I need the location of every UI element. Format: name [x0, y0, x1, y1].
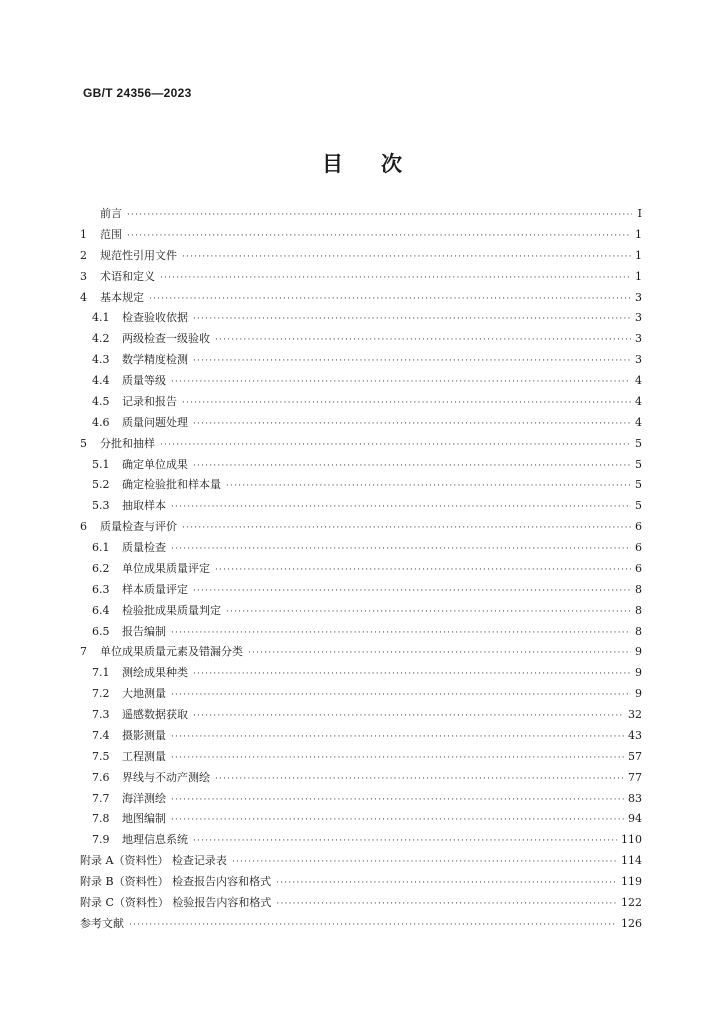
toc-entry-title: 检查验收依据: [122, 311, 188, 325]
toc-entry-title: 质量等级: [122, 374, 166, 387]
toc-entry-page-number: 5: [635, 436, 642, 450]
toc-entry-number: 7.3: [92, 708, 110, 721]
toc-leader-dots: [215, 560, 631, 581]
toc-entry-title: 确定检验批和样本量: [122, 478, 221, 492]
toc-entry-title: 规范性引用文件: [100, 248, 177, 262]
toc-entry-number: 6.5: [92, 624, 110, 638]
toc-entry-title: 测绘成果种类: [122, 666, 188, 680]
toc-entry[interactable]: [80, 851, 642, 872]
toc-leader-dots: [193, 456, 631, 477]
toc-leader-dots: [193, 831, 617, 852]
toc-entry-number: 6: [80, 520, 87, 534]
toc-entry-title: 基本规定: [100, 290, 144, 304]
toc-entry-page-number: 6: [635, 561, 642, 575]
toc-entry-page-number: 83: [628, 791, 642, 805]
toc-entry-number: 1: [80, 227, 87, 241]
toc-entry[interactable]: [80, 455, 642, 476]
toc-entry-title: 地图编制: [122, 812, 166, 826]
toc-entry[interactable]: [80, 663, 642, 684]
toc-entry-page-number: 94: [628, 812, 642, 826]
toc-entry-number: 5.3: [92, 499, 110, 513]
toc-entry-page-number: 1: [635, 248, 642, 262]
toc-entry-number: 4.3: [92, 353, 110, 367]
toc-entry-page-number: 4: [635, 415, 642, 429]
toc-entry-page-number: 3: [635, 311, 642, 325]
table-of-contents: [80, 204, 642, 935]
toc-leader-dots: [171, 727, 624, 748]
toc-entry-title: 地理信息系统: [122, 833, 188, 847]
standard-number: GB/T 24356—2023: [83, 86, 192, 100]
toc-entry[interactable]: [80, 747, 642, 768]
toc-leader-dots: [171, 623, 631, 644]
toc-entry-title: 术语和定义: [100, 269, 155, 283]
toc-entry-page-number: 5: [635, 499, 642, 513]
toc-entry-title: 摄影测量: [122, 728, 166, 742]
title-char-1: 目: [322, 152, 343, 176]
toc-entry-title: 抽取样本: [122, 499, 166, 513]
toc-entry[interactable]: [80, 413, 642, 434]
toc-entry-page-number: 119: [621, 875, 642, 888]
toc-entry-number: 7.4: [92, 728, 110, 742]
toc-entry[interactable]: [80, 308, 642, 329]
toc-entry-title: 检验批成果质量判定: [122, 603, 221, 617]
toc-entry[interactable]: [80, 267, 642, 288]
toc-entry[interactable]: [80, 538, 642, 559]
toc-entry-title: 附录 C（资料性） 检验报告内容和格式: [80, 895, 272, 909]
toc-entry-title: 数学精度检测: [122, 353, 188, 367]
toc-entry-page-number: 1: [635, 269, 642, 283]
toc-leader-dots: [182, 393, 631, 414]
toc-entry[interactable]: [80, 768, 642, 789]
toc-entry-title: 海洋测绘: [122, 791, 166, 805]
toc-entry[interactable]: [80, 872, 642, 893]
toc-entry-title: 质量检查: [122, 541, 166, 554]
toc-entry-page-number: 5: [635, 457, 642, 471]
toc-leader-dots: [171, 810, 624, 831]
toc-leader-dots: [193, 351, 631, 372]
toc-entry[interactable]: [80, 225, 642, 246]
toc-leader-dots: [127, 205, 632, 226]
toc-leader-dots: [160, 268, 631, 289]
toc-entry-title: 附录 B（资料性） 检查报告内容和格式: [80, 875, 272, 888]
toc-entry-page-number: 5: [635, 478, 642, 492]
toc-entry-title: 工程测量: [122, 749, 166, 763]
toc-entry-number: 7.2: [92, 687, 110, 701]
toc-entry[interactable]: [80, 496, 642, 517]
toc-leader-dots: [193, 664, 631, 685]
toc-leader-dots: [171, 497, 631, 518]
toc-leader-dots: [129, 915, 617, 936]
toc-entry-page-number: 57: [628, 749, 642, 763]
toc-leader-dots: [193, 414, 631, 435]
toc-leader-dots: [182, 247, 631, 268]
toc-entry-number: 7.6: [92, 770, 110, 784]
toc-entry-number: 5.2: [92, 478, 110, 492]
toc-entry-page-number: 1: [635, 227, 642, 241]
toc-leader-dots: [171, 539, 631, 560]
toc-entry[interactable]: [80, 475, 642, 496]
toc-entry-title: 报告编制: [122, 624, 166, 638]
toc-leader-dots: [215, 330, 631, 351]
toc-entry-title: 单位成果质量评定: [122, 561, 210, 575]
toc-leader-dots: [193, 581, 631, 602]
toc-entry-title: 前言: [100, 207, 122, 220]
toc-entry-page-number: 6: [635, 541, 642, 554]
toc-entry-page-number: 8: [635, 603, 642, 617]
toc-entry-number: 2: [80, 248, 87, 262]
toc-entry[interactable]: [80, 517, 642, 538]
toc-entry-title: 遥感数据获取: [122, 708, 188, 721]
toc-entry-number: 5: [80, 436, 87, 450]
toc-entry[interactable]: [80, 329, 642, 350]
toc-entry[interactable]: [80, 434, 642, 455]
toc-leader-dots: [215, 769, 624, 790]
toc-entry-title: 记录和报告: [122, 394, 177, 408]
toc-entry[interactable]: [80, 789, 642, 810]
toc-entry-page-number: 77: [628, 770, 642, 784]
toc-leader-dots: [171, 790, 624, 811]
toc-entry-number: 3: [80, 269, 87, 283]
toc-entry-number: 7.9: [92, 833, 110, 847]
toc-entry-page-number: 3: [635, 290, 642, 304]
toc-leader-dots: [149, 289, 631, 310]
toc-entry-number: 7.8: [92, 812, 110, 826]
toc-entry-number: 6.3: [92, 582, 110, 596]
toc-entry[interactable]: [80, 288, 642, 309]
page-title: [0, 148, 724, 178]
toc-entry[interactable]: [80, 726, 642, 747]
toc-entry[interactable]: [80, 642, 642, 663]
toc-entry[interactable]: [80, 371, 642, 392]
toc-entry-number: 7.7: [92, 791, 110, 805]
toc-entry[interactable]: [80, 893, 642, 914]
toc-entry-title: 界线与不动产测绘: [122, 770, 210, 784]
toc-entry-page-number: 8: [635, 624, 642, 638]
toc-entry-number: 7.1: [92, 666, 110, 680]
toc-entry-number: 5.1: [92, 457, 110, 471]
toc-entry-title: 两级检查一级验收: [122, 332, 210, 346]
toc-entry-page-number: 110: [621, 833, 642, 847]
toc-leader-dots: [182, 518, 631, 539]
toc-entry-number: 6.2: [92, 561, 110, 575]
toc-leader-dots: [171, 748, 624, 769]
toc-entry[interactable]: [80, 580, 642, 601]
toc-entry-page-number: 43: [628, 728, 642, 742]
toc-entry-page-number: 122: [621, 895, 642, 909]
toc-entry[interactable]: [80, 601, 642, 622]
toc-entry-page-number: 9: [635, 666, 642, 680]
toc-leader-dots: [160, 435, 631, 456]
toc-entry-number: 4.2: [92, 332, 110, 346]
toc-entry-page-number: 114: [621, 854, 642, 868]
toc-entry[interactable]: [80, 246, 642, 267]
toc-entry-title: 质量问题处理: [122, 415, 188, 429]
toc-entry-title: 参考文献: [80, 916, 124, 930]
toc-leader-dots: [127, 226, 631, 247]
toc-entry-number: 4.4: [92, 374, 110, 387]
toc-leader-dots: [171, 372, 631, 393]
toc-entry-number: 4.5: [92, 394, 110, 408]
toc-entry-page-number: 8: [635, 582, 642, 596]
toc-entry[interactable]: [80, 392, 642, 413]
toc-leader-dots: [171, 685, 631, 706]
toc-leader-dots: [193, 706, 624, 727]
toc-entry-title: 确定单位成果: [122, 457, 188, 471]
toc-entry-title: 分批和抽样: [100, 436, 155, 450]
toc-leader-dots: [226, 476, 631, 497]
toc-entry-number: 4.6: [92, 415, 110, 429]
toc-entry-page-number: 3: [635, 332, 642, 346]
toc-entry[interactable]: [80, 830, 642, 851]
toc-entry[interactable]: [80, 622, 642, 643]
toc-leader-dots: [276, 894, 617, 915]
toc-leader-dots: [193, 309, 631, 330]
toc-entry-number: 4.1: [92, 311, 110, 325]
toc-entry-page-number: 4: [635, 374, 642, 387]
toc-entry-number: 4: [80, 290, 87, 304]
toc-entry[interactable]: [80, 684, 642, 705]
toc-entry[interactable]: [80, 350, 642, 371]
toc-entry-title: 单位成果质量元素及错漏分类: [100, 645, 243, 659]
toc-entry-number: 6.1: [92, 541, 110, 554]
toc-leader-dots: [276, 873, 617, 894]
toc-entry-title: 附录 A（资料性） 检查记录表: [80, 854, 227, 868]
toc-entry-number: 7.5: [92, 749, 110, 763]
toc-entry-page-number: 126: [621, 916, 642, 930]
toc-entry[interactable]: [80, 204, 642, 225]
toc-entry-number: 6.4: [92, 603, 110, 617]
toc-leader-dots: [226, 602, 631, 623]
toc-entry-page-number: 32: [628, 708, 642, 721]
toc-entry[interactable]: [80, 809, 642, 830]
toc-entry-number: 7: [80, 645, 87, 659]
toc-leader-dots: [248, 643, 631, 664]
toc-entry[interactable]: [80, 559, 642, 580]
toc-entry-title: 大地测量: [122, 687, 166, 701]
toc-entry[interactable]: [80, 914, 642, 935]
title-char-2: 次: [381, 152, 402, 176]
toc-entry[interactable]: [80, 705, 642, 726]
toc-entry-page-number: Ⅰ: [637, 207, 642, 220]
toc-entry-page-number: 6: [635, 520, 642, 534]
toc-entry-title: 样本质量评定: [122, 582, 188, 596]
toc-entry-page-number: 9: [635, 687, 642, 701]
toc-entry-page-number: 3: [635, 353, 642, 367]
toc-leader-dots: [232, 852, 617, 873]
toc-entry-title: 质量检查与评价: [100, 520, 177, 534]
toc-entry-title: 范围: [100, 227, 122, 241]
toc-entry-page-number: 4: [635, 394, 642, 408]
toc-entry-page-number: 9: [635, 645, 642, 659]
